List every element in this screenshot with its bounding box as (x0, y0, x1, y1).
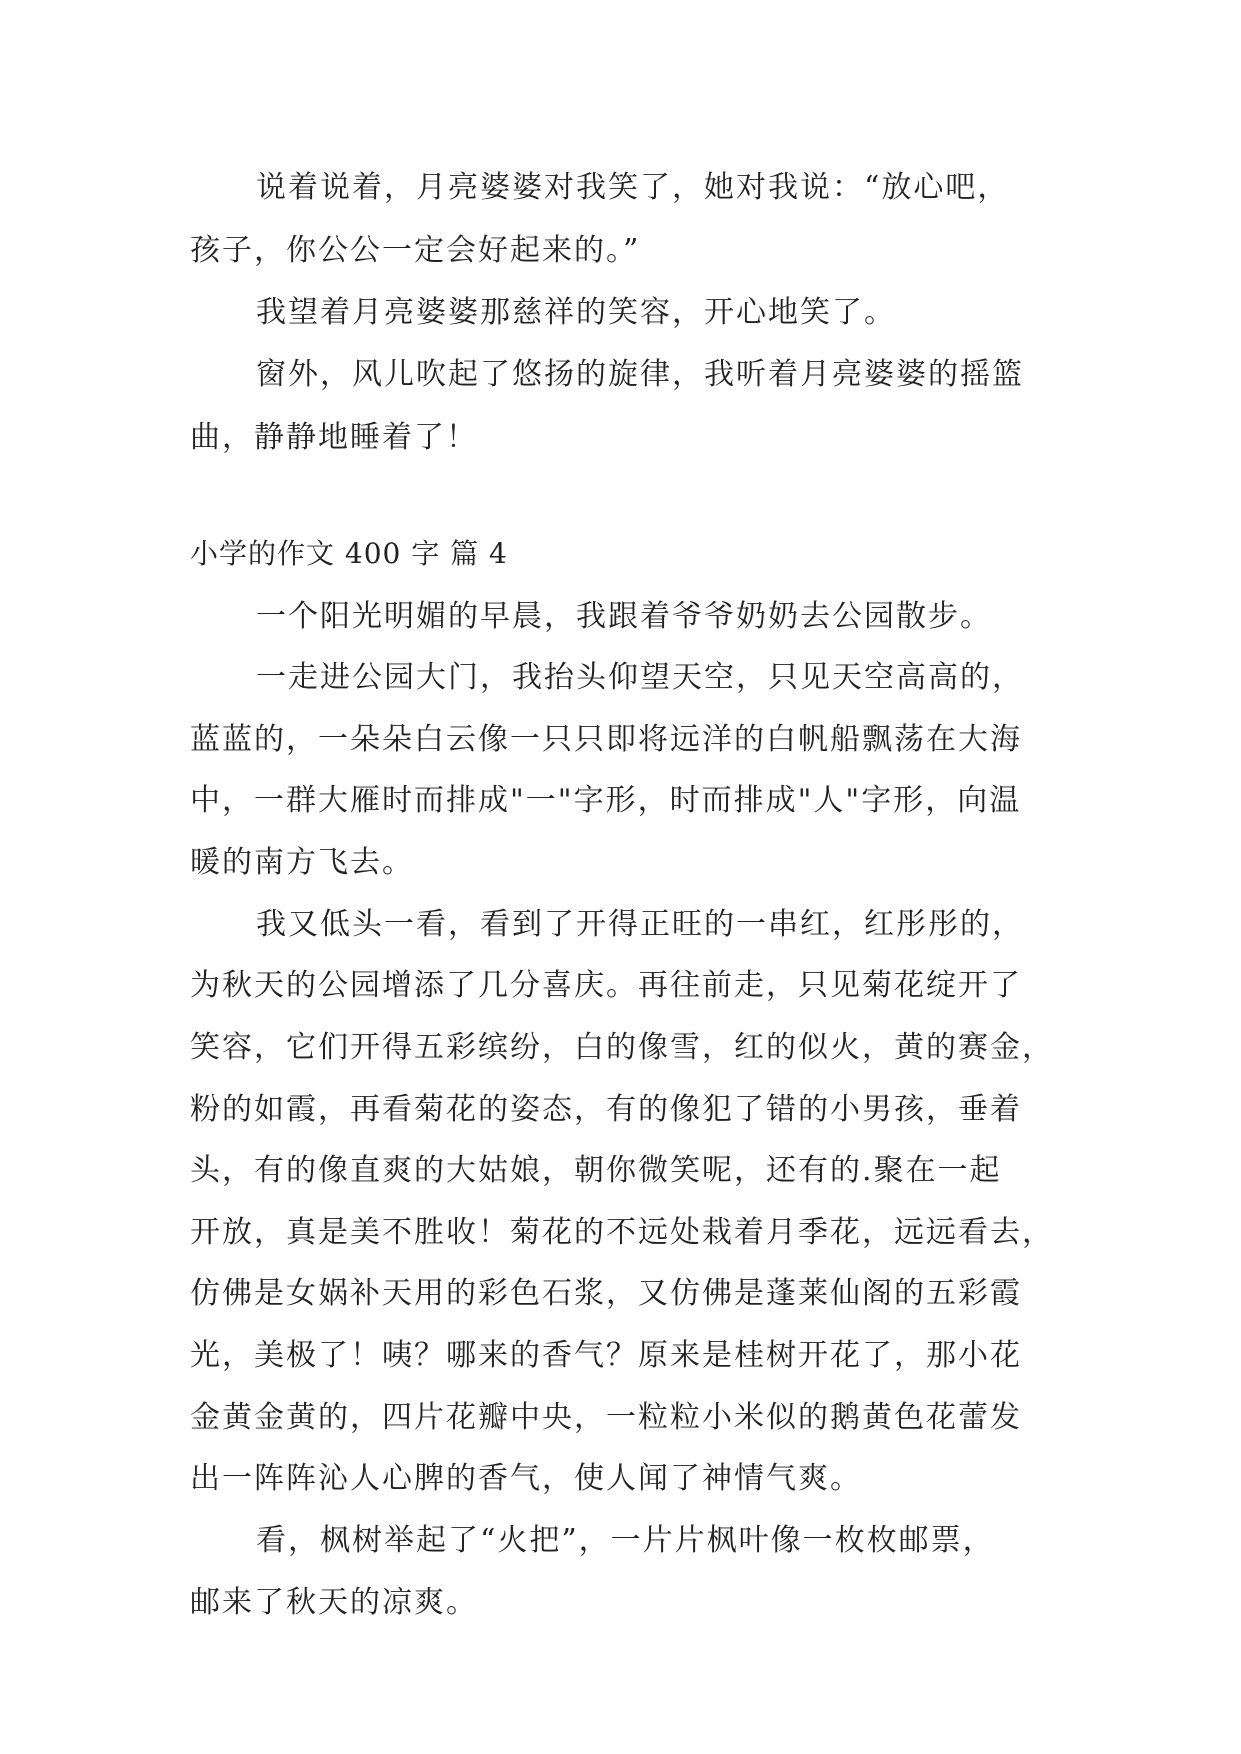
paragraph-line: 一个阳光明媚的早晨，我跟着爷爷奶奶去公园散步。 (256, 599, 992, 634)
paragraph-line: 金黄金黄的，四片花瓣中央，一粒粒小米似的鹅黄色花蕾发 (190, 1400, 1022, 1435)
paragraph-line: 头，有的像直爽的大姑娘，朝你微笑呢，还有的.聚在一起 (190, 1153, 1002, 1188)
paragraph-line: 孩子，你公公一定会好起来的。” (190, 233, 641, 268)
paragraph-line: 一走进公园大门，我抬头仰望天空，只见天空高高的， (256, 660, 1024, 695)
paragraph-line: 笑容，它们开得五彩缤纷，白的像雪，红的似火，黄的赛金， (190, 1030, 1054, 1065)
paragraph-line: 邮来了秋天的凉爽。 (190, 1585, 478, 1620)
paragraph-line: 我又低头一看，看到了开得正旺的一串红，红彤彤的， (256, 907, 1024, 942)
paragraph-line: 曲，静静地睡着了！ (190, 420, 478, 455)
paragraph-line: 仿佛是女娲补天用的彩色石浆，又仿佛是蓬莱仙阁的五彩霞 (190, 1276, 1022, 1311)
paragraph-line: 我望着月亮婆婆那慈祥的笑容，开心地笑了。 (256, 295, 896, 330)
paragraph-line: 出一阵阵沁人心脾的香气，使人闻了神情气爽。 (190, 1461, 862, 1496)
paragraph-line: 看，枫树举起了“火把”，一片片枫叶像一枚枚邮票， (256, 1523, 995, 1558)
paragraph-line: 蓝蓝的，一朵朵白云像一只只即将远洋的白帆船飘荡在大海 (190, 722, 1022, 757)
section-heading: 小学的作文 400 字 篇 4 (190, 537, 508, 570)
paragraph-line: 窗外，风儿吹起了悠扬的旋律，我听着月亮婆婆的摇篮 (256, 357, 1024, 392)
paragraph-line: 暖的南方飞去。 (190, 845, 414, 880)
document-page (190, 0, 1070, 1754)
paragraph-line: 中，一群大雁时而排成"一"字形，时而排成"人"字形，向温 (190, 783, 1022, 818)
paragraph-line: 光，美极了！咦？哪来的香气？原来是桂树开花了，那小花 (190, 1338, 1022, 1373)
paragraph-line: 开放，真是美不胜收！菊花的不远处栽着月季花，远远看去， (190, 1215, 1054, 1250)
paragraph-line: 说着说着，月亮婆婆对我笑了，她对我说：“放心吧， (256, 170, 1010, 205)
paragraph-line: 粉的如霞，再看菊花的姿态，有的像犯了错的小男孩，垂着 (190, 1092, 1022, 1127)
paragraph-line: 为秋天的公园增添了几分喜庆。再往前走，只见菊花绽开了 (190, 968, 1022, 1003)
